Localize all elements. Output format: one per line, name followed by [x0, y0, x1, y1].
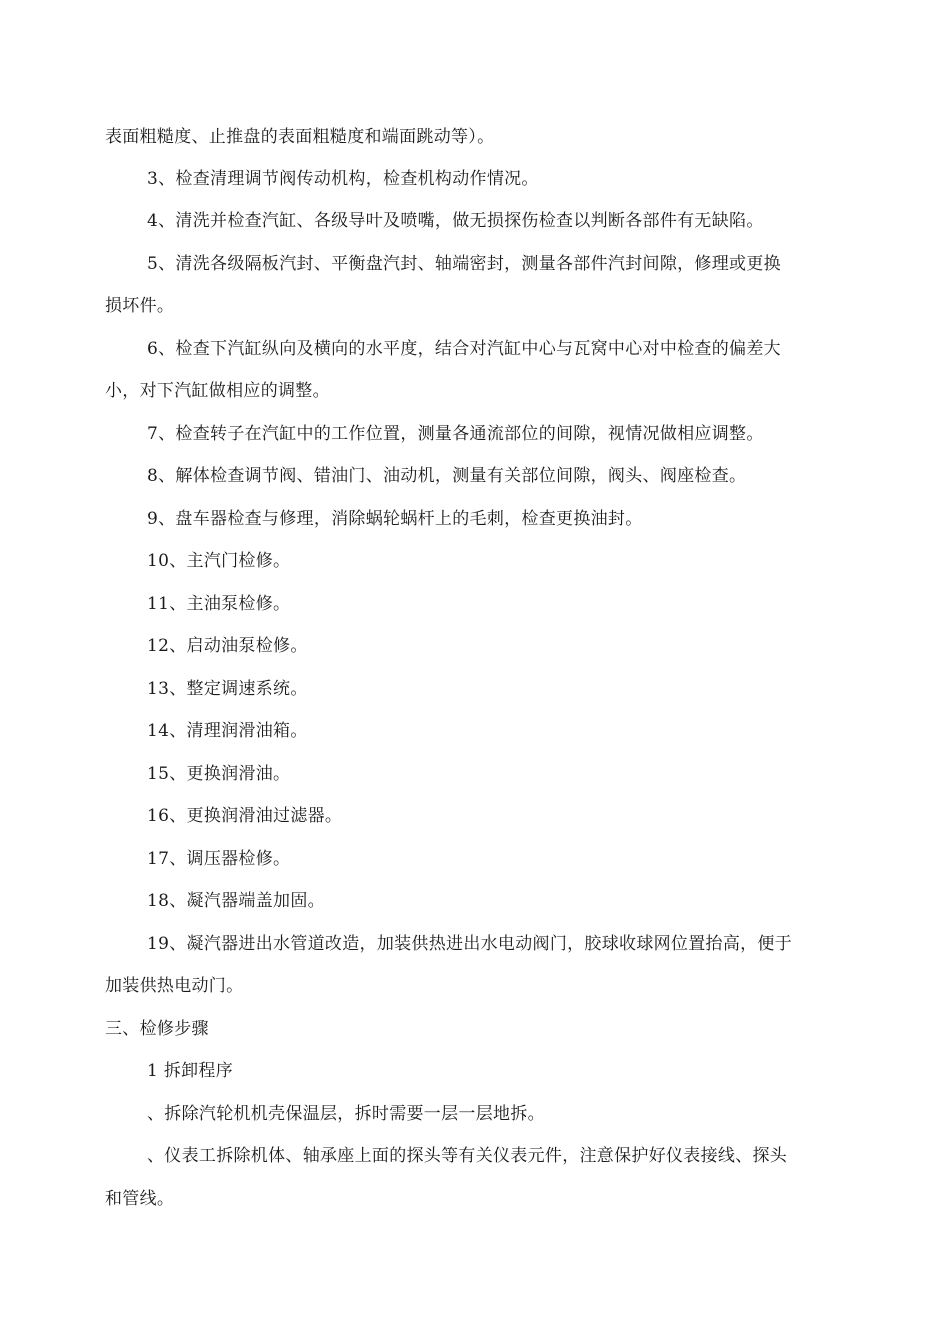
text-line: 和管线。	[105, 1189, 175, 1209]
text-line: 加装供热电动门。	[105, 976, 244, 996]
list-item-12: 12、启动油泵检修。	[147, 636, 308, 656]
step-item: 、拆除汽轮机机壳保温层，拆时需要一层一层地拆。	[147, 1104, 545, 1124]
list-item-5: 5、清洗各级隔板汽封、平衡盘汽封、轴端密封，测量各部件汽封间隙，修理或更换	[147, 254, 781, 274]
text-line: 损坏件。	[105, 296, 175, 316]
list-item-7: 7、检查转子在汽缸中的工作位置，测量各通流部位的间隙，视情况做相应调整。	[147, 424, 764, 444]
list-item-11: 11、主油泵检修。	[147, 594, 291, 614]
list-item-15: 15、更换润滑油。	[147, 764, 291, 784]
list-item-8: 8、解体检查调节阀、错油门、油动机，测量有关部位间隙，阀头、阀座检查。	[147, 466, 747, 486]
list-item-18: 18、凝汽器端盖加固。	[147, 891, 325, 911]
list-item-17: 17、调压器检修。	[147, 849, 291, 869]
list-item-19: 19、凝汽器进出水管道改造，加装供热进出水电动阀门，胶球收球网位置抬高，便于	[147, 934, 793, 954]
list-item-3: 3、检查清理调节阀传动机构，检查机构动作情况。	[147, 169, 539, 189]
list-item-9: 9、盘车器检查与修理，消除蜗轮蜗杆上的毛刺，检查更换油封。	[147, 509, 643, 529]
list-item-13: 13、整定调速系统。	[147, 679, 308, 699]
list-item-6: 6、检查下汽缸纵向及横向的水平度，结合对汽缸中心与瓦窝中心对中检查的偏差大	[147, 339, 781, 359]
subsection-heading: 1 拆卸程序	[147, 1061, 234, 1081]
section-heading: 三、检修步骤	[105, 1019, 209, 1039]
text-line: 表面粗糙度、止推盘的表面粗糙度和端面跳动等）。	[105, 127, 495, 147]
list-item-16: 16、更换润滑油过滤器。	[147, 806, 343, 826]
text-line: 小，对下汽缸做相应的调整。	[105, 381, 330, 401]
step-item: 、仪表工拆除机体、轴承座上面的探头等有关仪表元件，注意保护好仪表接线、探头	[147, 1146, 788, 1166]
list-item-4: 4、清洗并检查汽缸、各级导叶及喷嘴，做无损探伤检查以判断各部件有无缺陷。	[147, 211, 764, 231]
list-item-10: 10、主汽门检修。	[147, 551, 291, 571]
list-item-14: 14、清理润滑油箱。	[147, 721, 308, 741]
